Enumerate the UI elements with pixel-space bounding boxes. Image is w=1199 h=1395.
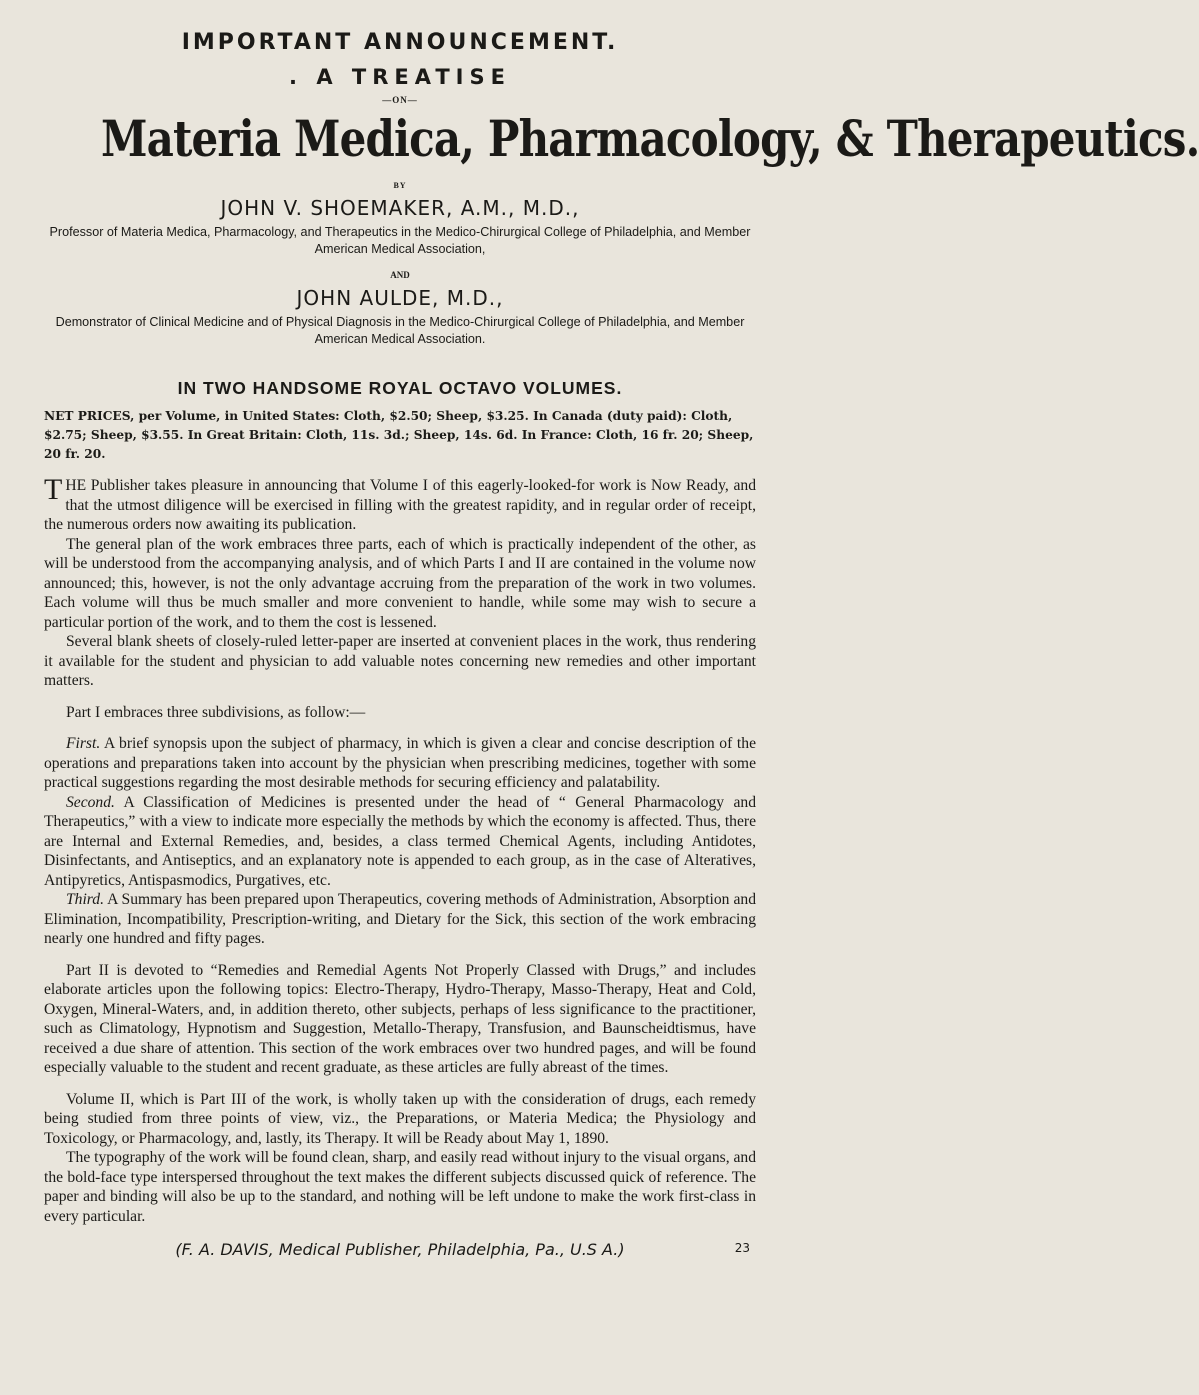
treatise-heading: . A TREATISE — [289, 65, 511, 89]
book-title: Materia Medica, Pharmacology, & Therapeutics. — [100, 109, 1199, 168]
paragraph-part-one: Part I embraces three subdivisions, as follow:— — [66, 703, 366, 721]
author-affiliation-1: Professor of Materia Medica, Pharmacology, and Therapeutics in the Medico-Chirurgical College of Philadelphia, and Member American Medical Association, — [49, 225, 751, 256]
paragraph-second: Second. A Classification of Medicines is presented under the head of “ General Pharmacology and Therapeutics,” with a view to indicate more especially the methods by which the economy is affected. Thus, there are Internal and External Remedies, and, besides, a class termed Chemical Agents, including Antidotes, Disinfectants, and Antiseptics, and an explanatory note is appended to each group, as in the case of Alteratives, Antipyretics, Antispasmodics, Purgatives, etc. — [44, 793, 756, 889]
author-name-2: JOHN AULDE, M.D., — [296, 286, 504, 310]
paragraph-third: Third. A Summary has been prepared upon Therapeutics, covering methods of Administration, Absorption and Elimination, Incompatibility, Prescription-writing, and Dietary for the Sick, this section of the work embracing nearly one hundred and fifty pages. — [44, 891, 756, 947]
drop-cap: T — [44, 473, 63, 506]
body-text — [44, 473, 757, 1226]
publisher-line: (F. A. DAVIS, Medical Publisher, Philadelphia, Pa., U.S A.) — [175, 1240, 625, 1259]
publisher-footer — [44, 1240, 756, 1259]
paragraph-intro: THE Publisher takes pleasure in announcing that Volume I of this eagerly-looked-for work is Now Ready, and that the utmost diligence will be exercised in filling with the greatest rapidity, and in regular order of receipt, the numerous orders now awaiting its publication. — [44, 473, 756, 533]
paragraph-first: First. A brief synopsis upon the subject of pharmacy, in which is given a clear and concise description of the operations and preparations taken into account by the physician when prescribing medicines, together with some practical suggestions regarding the most desirable methods for securing efficiency and palatability. — [44, 735, 756, 791]
on-label: —ON— — [382, 95, 418, 105]
paragraph-volume-two: Volume II, which is Part III of the work, is wholly taken up with the consideration of drugs, each remedy being studied from three points of view, viz., the Preparations, or Materia Medica; the Physiology and Toxicology, or Pharmacology, and, lastly, its Therapy. It will be Ready about May 1, 1890. — [44, 1090, 756, 1147]
paragraph-blank-sheets: Several blank sheets of closely-ruled letter-paper are inserted at convenient places in the work, thus rendering it available for the student and physician to add valuable notes concerning new remedies and other important matters. — [44, 633, 756, 689]
author-name-1: JOHN V. SHOEMAKER, A.M., M.D., — [220, 196, 580, 220]
prices-paragraph: NET PRICES, per Volume, in United States: Cloth, $2.50; Sheep, $3.25. In Canada (duty paid): Cloth, $2.75; Sheep, $3.55. In Great Britain: Cloth, 11s. 3d.; Sheep, 14s. 6d. In France: Cloth, 16 fr. 20; Sheep, 20 fr. 20. — [44, 409, 754, 461]
volumes-heading: IN TWO HANDSOME ROYAL OCTAVO VOLUMES. — [177, 378, 623, 398]
author-affiliation-2: Demonstrator of Clinical Medicine and of Physical Diagnosis in the Medico-Chirurgical College of Philadelphia, and Member American Medical Association. — [55, 315, 745, 346]
paragraph-typography: The typography of the work will be found clean, sharp, and easily read without injury to the visual organs, and the bold-face type interspersed throughout the text makes the different subjects discussed quick of reference. The paper and binding will also be up to the standard, and nothing will be left undone to make the work first-class in every particular. — [44, 1149, 757, 1225]
paragraph-plan: The general plan of the work embraces three parts, each of which is practically independent of the other, as will be understood from the accompanying analysis, and of which Parts I and II are contained in the volume now announced; this, however, is not the only advantage accruing from the preparation of the work in two volumes. Each volume will thus be much smaller and more convenient to handle, while some may wish to secure a particular portion of the work, and to them the cost is lessened. — [44, 535, 756, 631]
page-number: 23 — [734, 1241, 750, 1255]
by-label: BY — [393, 181, 407, 190]
announcement-heading: IMPORTANT ANNOUNCEMENT. — [181, 30, 619, 55]
and-label: AND — [390, 270, 410, 280]
paragraph-part-two: Part II is devoted to “Remedies and Remedial Agents Not Properly Classed with Drugs,” and includes elaborate articles upon the following topics: Electro-Therapy, Hydro-Therapy, Masso-Therapy, Heat and Cold, Oxygen, Mineral-Waters, and, in addition thereto, other subjects, perhaps of less significance to the practitioner, such as Climatology, Hypnotism and Suggestion, Metallo-Therapy, Transfusion, and Baunscheidtismus, have received a due share of attention. This section of the work embraces over two hundred pages, and will be found especially valuable to the student and recent graduate, as these articles are fully abreast of the times. — [44, 961, 756, 1076]
